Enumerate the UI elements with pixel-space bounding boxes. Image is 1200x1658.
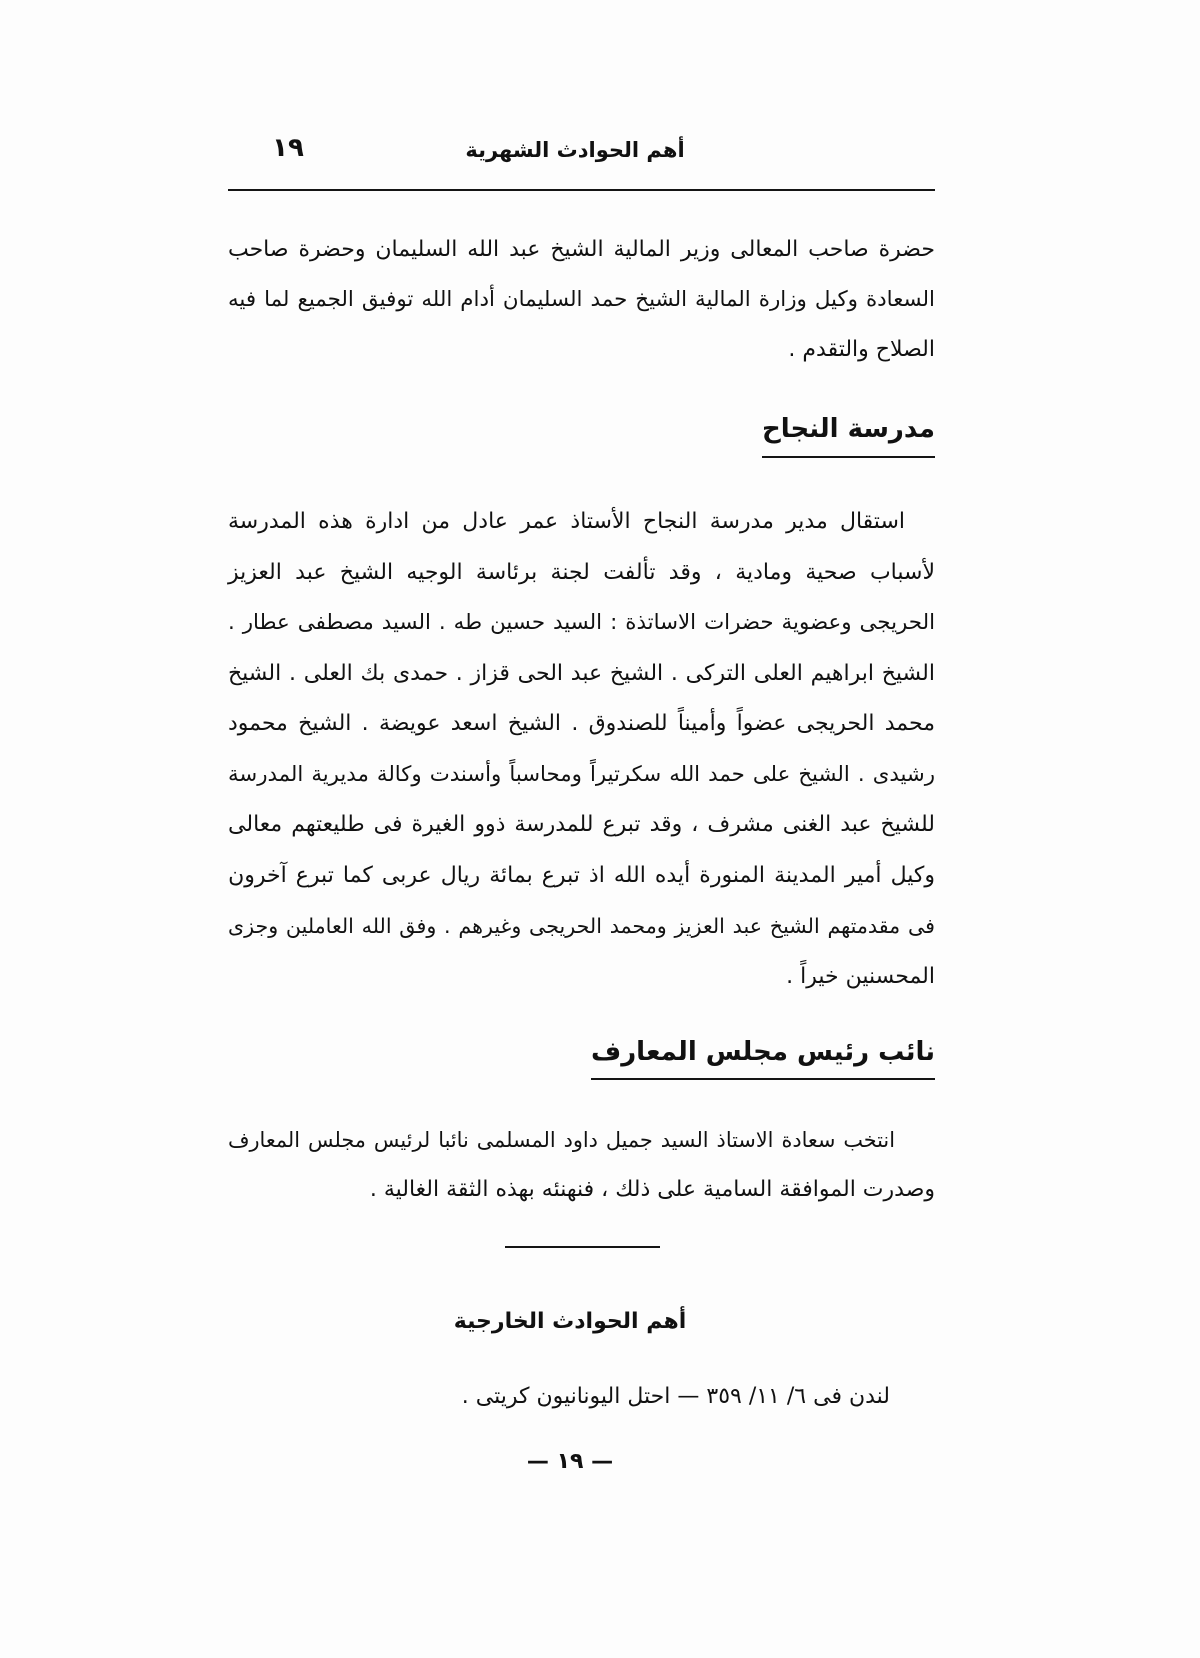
paragraph-line	[228, 497, 935, 548]
section-heading-maarif-vice-president: نائب رئيس مجلس المعارف	[591, 1030, 935, 1080]
paragraph-line	[228, 699, 935, 750]
footer-page-number: — ١٩ —	[526, 1449, 614, 1474]
running-header-title: أهم الحوادث الشهرية	[465, 138, 685, 162]
paragraph-line	[228, 325, 935, 375]
foreign-event-entry	[228, 1377, 935, 1417]
paragraph-line-text: محمد الحريجى عضواً وأميناً للصندوق . الشيخ اسعد عويضة . الشيخ محمود	[227, 711, 935, 736]
paragraph-line	[228, 275, 935, 325]
paragraph-line-text: فى مقدمتهم الشيخ عبد العزيز ومحمد الحريجى وغيرهم . وفق الله العاملين وجزى	[227, 914, 935, 938]
paragraph-line-text: رشيدى . الشيخ على حمد الله سكرتيراً ومحاسباً وأسندت وكالة مديرية المدرسة	[228, 761, 935, 787]
foreign-event-text: لندن فى ٦/ ١١/ ٣٥٩ — احتل اليونانيون كريتى .	[461, 1384, 890, 1409]
paragraph-line-text: الصلاح والتقدم .	[788, 337, 935, 362]
header-divider	[228, 189, 935, 191]
paragraph-line-text: للشيخ عبد الغنى مشرف ، وقد تبرع للمدرسة ذوو الغيرة فى طليعتهم معالى	[228, 812, 935, 837]
paragraph-line	[228, 1165, 935, 1215]
paragraph-line-text: الشيخ ابراهيم العلى التركى . الشيخ عبد الحى قزاز . حمدى بك العلى . الشيخ	[227, 660, 935, 686]
paragraph-line-text: السعادة وكيل وزارة المالية الشيخ حمد السليمان أدام الله توفيق الجميع لما فيه	[227, 287, 935, 312]
header-page-number: ١٩	[272, 133, 304, 163]
paragraph-line	[228, 901, 935, 952]
paragraph-line	[228, 851, 935, 902]
section-heading-najah-school: مدرسة النجاح	[762, 408, 935, 458]
paragraph-line	[228, 1115, 935, 1165]
section-separator	[505, 1246, 660, 1248]
paragraph-line-text: الحريجى وعضوية حضرات الاساتذة : السيد حسين طه . السيد مصطفى عطار .	[227, 610, 935, 635]
paragraph-line	[228, 750, 935, 801]
maarif-paragraph	[228, 1115, 935, 1215]
paragraph-line-text: حضرة صاحب المعالى وزير المالية الشيخ عبد الله السليمان وحضرة صاحب	[227, 237, 935, 262]
paragraph-line	[228, 649, 935, 700]
paragraph-line-text: وصدرت الموافقة السامية على ذلك ، فنهنئه بهذه الثقة الغالية .	[369, 1177, 935, 1202]
paragraph-line-text: لأسباب صحية ومادية ، وقد تألفت لجنة برئاسة الوجيه الشيخ عبد العزيز	[228, 559, 935, 585]
paragraph-line	[228, 548, 935, 599]
paragraph-line-text: وكيل أمير المدينة المنورة أيده الله اذ تبرع بمائة ريال عربى كما تبرع آخرون	[228, 862, 935, 888]
paragraph-line-text: المحسنين خيراً .	[786, 963, 935, 989]
paragraph-line	[228, 800, 935, 851]
intro-paragraph	[228, 225, 935, 375]
paragraph-line-text: انتخب سعادة الاستاذ السيد جميل داود المسلمى نائبا لرئيس مجلس المعارف	[227, 1128, 895, 1152]
najah-school-paragraph	[228, 497, 935, 1002]
paragraph-line	[228, 952, 935, 1003]
section-heading-foreign-events: أهم الحوادث الخارجية	[453, 1309, 687, 1334]
paragraph-line-text: استقال مدير مدرسة النجاح الأستاذ عمر عادل من ادارة هذه المدرسة	[227, 509, 905, 534]
paragraph-line	[228, 225, 935, 275]
paragraph-line	[228, 598, 935, 649]
paragraph-line	[228, 1377, 935, 1417]
